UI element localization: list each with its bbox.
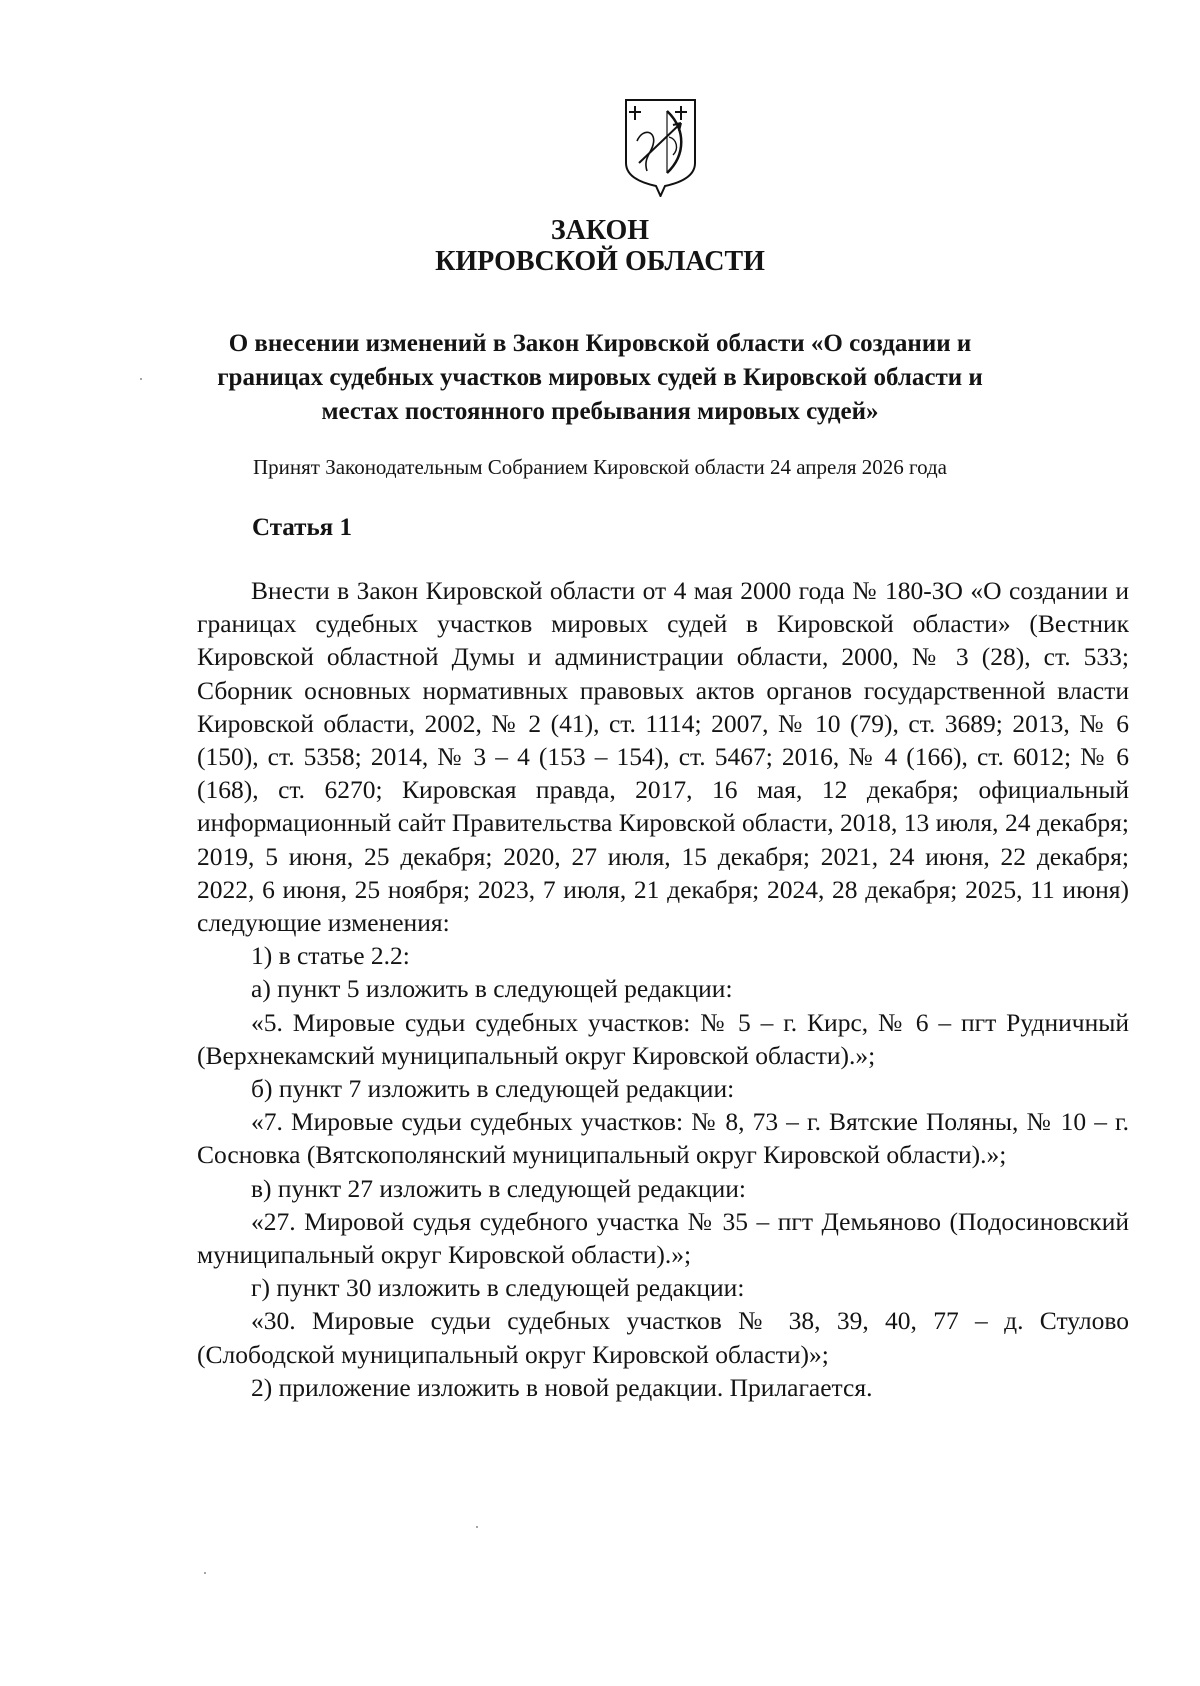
article-paragraph: «5. Мировые судьи судебных участков: № 5 – г. Кирс, № 6 – пгт Рудничный (Верхнекамский муниципальный округ Кировской области).»; bbox=[197, 1007, 1129, 1070]
article-paragraph: а) пункт 5 изложить в следующей редакции: bbox=[251, 974, 733, 1004]
scan-speck bbox=[140, 378, 142, 380]
document-title-region: КИРОВСКОЙ ОБЛАСТИ bbox=[435, 246, 765, 277]
article-body bbox=[197, 574, 1129, 1404]
adoption-note: Принят Законодательным Собранием Кировской области 24 апреля 2026 года bbox=[252, 455, 947, 479]
article-paragraph: «7. Мировые судьи судебных участков: № 8, 73 – г. Вятские Поляны, № 10 – г. Сосновка (Вятскополянский муниципальный округ Кировской области).»; bbox=[197, 1107, 1129, 1170]
scan-speck bbox=[476, 1526, 478, 1528]
article-paragraph: Внести в Закон Кировской области от 4 мая 2000 года № 180-ЗО «О создании и границах судебных участков мировых судей в Кировской области» (Вестник Кировской областной Думы и администрации области, 2000, № 3 (28), ст. 533; Сборник основных нормативных правовых актов органов государственной власти Кировской области, 2002, № 2 (41), ст. 1114; 2007, № 10 (79), ст. 3689; 2013, № 6 (150), ст. 5358; 2014, № 3 – 4 (153 – 154), ст. 5467; 2016, № 4 (166), ст. 6012; № 6 (168), ст. 6270; Кировская правда, 2017, 16 мая, 12 декабря; официальный информационный сайт Правительства Кировской области, 2018, 13 июля, 24 декабря; 2019, 5 июня, 25 декабря; 2020, 27 июля, 15 декабря; 2021, 24 июня, 22 декабря; 2022, 6 июня, 25 ноября; 2023, 7 июля, 21 декабря; 2024, 28 декабря; 2025, 11 июня) следующие изменения: bbox=[197, 576, 1129, 938]
coat-of-arms-icon bbox=[623, 97, 698, 197]
article-paragraph: «30. Мировые судьи судебных участков № 38, 39, 40, 77 – д. Стулово (Слободской муниципальный округ Кировской области)»; bbox=[197, 1306, 1129, 1369]
document-title: ЗАКОН bbox=[550, 215, 650, 246]
article-heading: Статья 1 bbox=[252, 514, 352, 541]
scan-speck bbox=[204, 1572, 206, 1574]
article-paragraph: «27. Мировой судья судебного участка № 35 – пгт Демьяново (Подосиновский муниципальный округ Кировской области).»; bbox=[197, 1206, 1129, 1270]
article-paragraph: б) пункт 7 изложить в следующей редакции: bbox=[251, 1074, 735, 1104]
article-paragraph: 2) приложение изложить в новой редакции. Прилагается. bbox=[251, 1372, 873, 1402]
article-paragraph: г) пункт 30 изложить в следующей редакции: bbox=[251, 1273, 745, 1303]
article-paragraph: 1) в статье 2.2: bbox=[251, 941, 410, 971]
law-subtitle: О внесении изменений в Закон Кировской области «О создании и границах судебных участков мировых судей в Кировской области и местах постоянного пребывания мировых судей» bbox=[217, 330, 983, 425]
article-paragraph: в) пункт 27 изложить в следующей редакции: bbox=[251, 1173, 746, 1203]
